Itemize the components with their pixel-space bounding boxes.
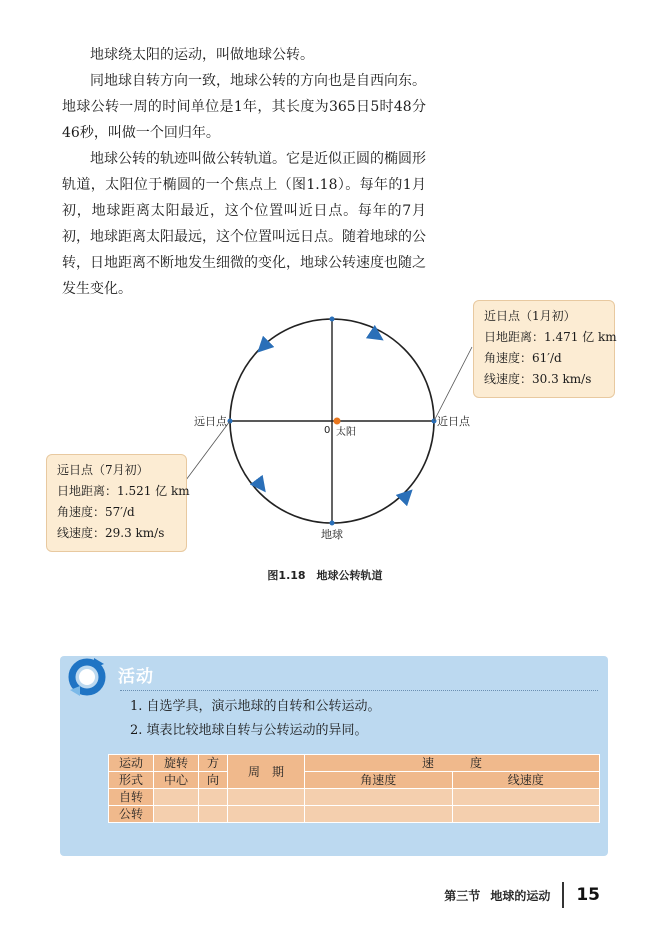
cell-empty — [154, 789, 199, 806]
point-top — [330, 317, 335, 322]
header-direction-1: 方 — [199, 755, 228, 772]
cell-empty — [199, 789, 228, 806]
header-direction-2: 向 — [199, 772, 228, 789]
header-period: 周 期 — [228, 755, 305, 789]
perihelion-title: 近日点（1月初） — [484, 309, 576, 323]
header-speed: 速 度 — [305, 755, 600, 772]
cell-empty — [199, 806, 228, 823]
title-divider — [120, 690, 598, 691]
orbit-arrow-ne — [374, 334, 377, 336]
page-number: 15 — [576, 885, 600, 905]
paragraph-1: 地球绕太阳的运动，叫做地球公转。 — [90, 47, 314, 63]
label-sun: 太阳 — [336, 427, 356, 438]
label-perihelion: 近日点 — [437, 415, 470, 428]
comparison-table — [108, 754, 600, 823]
header-angular-speed: 角速度 — [305, 772, 453, 789]
cell-empty — [452, 806, 600, 823]
footer-section: 第三节 — [444, 888, 481, 903]
orbit-arrow-se — [404, 495, 407, 498]
footer-divider — [562, 882, 564, 908]
header-motion-1: 运动 — [109, 755, 154, 772]
orbit-arrow-sw — [258, 482, 261, 486]
figure-caption: 图1.18 地球公转轨道 — [267, 569, 383, 582]
cell-empty — [305, 789, 453, 806]
leader-line-right — [434, 347, 472, 421]
activity-panel — [60, 656, 608, 856]
row-label-revolution: 公转 — [109, 806, 154, 823]
cell-empty — [452, 789, 600, 806]
header-center-2: 中心 — [154, 772, 199, 789]
cell-empty — [228, 789, 305, 806]
table-row — [109, 806, 600, 823]
table-row — [109, 789, 600, 806]
sun-dot — [334, 418, 341, 425]
header-motion-2: 形式 — [109, 772, 154, 789]
cell-empty — [305, 806, 453, 823]
label-aphelion: 远日点 — [194, 415, 227, 428]
page-footer — [444, 880, 600, 910]
label-earth: 地球 — [321, 528, 343, 541]
activity-task-1: 1. 自选学具，演示地球的自转和公转运动。 — [130, 699, 381, 714]
cycle-arrows-icon — [64, 654, 110, 700]
activity-title: 活动 — [118, 667, 154, 687]
header-center-1: 旋转 — [154, 755, 199, 772]
footer-title: 地球的运动 — [490, 888, 551, 903]
label-origin: 0 — [324, 425, 331, 436]
cell-empty — [154, 806, 199, 823]
aphelion-callout — [46, 454, 190, 552]
aphelion-linear-speed: 线速度：29.3 km/s — [57, 526, 165, 540]
header-linear-speed: 线速度 — [452, 772, 600, 789]
leader-line-left — [186, 421, 230, 480]
activity-task-2: 2. 填表比较地球自转与公转运动的异同。 — [130, 723, 368, 738]
aphelion-distance: 日地距离：1.521 亿 km — [57, 484, 190, 498]
perihelion-distance: 日地距离：1.471 亿 km — [484, 330, 617, 344]
row-label-rotation: 自转 — [109, 789, 154, 806]
perihelion-angular-speed: 角速度：61′/d — [484, 351, 562, 365]
cell-empty — [228, 806, 305, 823]
paragraph-2: 同地球自转方向一致，地球公转的方向也是自西向东。地球公转一周的时间单位是1年，其长度为365日5时48分46秒，叫做一个回归年。 — [62, 73, 426, 141]
aphelion-angular-speed: 角速度：57′/d — [57, 505, 135, 519]
aphelion-title: 远日点（7月初） — [57, 463, 149, 477]
perihelion-linear-speed: 线速度：30.3 km/s — [484, 372, 592, 386]
point-bottom — [330, 521, 335, 526]
perihelion-callout — [473, 300, 615, 398]
paragraph-3: 地球公转的轨迹叫做公转轨道。它是近似正圆的椭圆形轨道，太阳位于椭圆的一个焦点上（图1.18）。每年的1月初，地球距离太阳最近，这个位置叫近日点。每年的7月初，地球距离太阳最远，这个位置叫远日点。随着地球的公转，日地距离不断地发生细微的变化，地球公转速度也随之发生变化。 — [62, 151, 426, 297]
